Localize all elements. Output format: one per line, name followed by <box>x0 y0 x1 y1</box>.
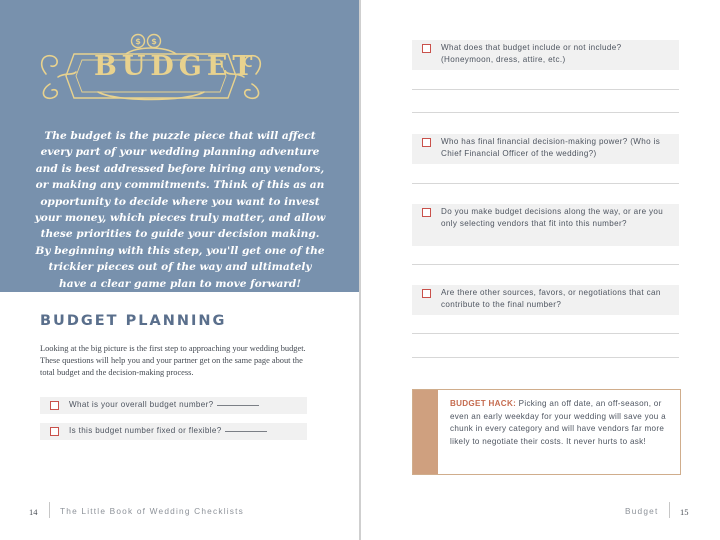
checklist-item-text: Who has final financial decision-making power? (Who is Chief Financial Officer of the wedding?) <box>441 137 661 159</box>
checklist-item-text: What does that budget include or not include? (Honeymoon, dress, attire, etc.) <box>441 43 622 65</box>
checklist-item <box>412 285 679 315</box>
chapter-title: Budget <box>625 506 659 516</box>
checklist-item <box>412 134 679 164</box>
svg-text:$: $ <box>151 37 157 46</box>
section-title: BUDGET PLANNING <box>40 313 227 329</box>
checklist-item <box>40 423 307 440</box>
book-title: The Little Book of Wedding Checklists <box>60 506 244 516</box>
answer-line[interactable] <box>412 264 679 265</box>
intro-paragraph: Looking at the big picture is the first step to approaching your wedding budget. These questions will help you and your partner get on the same page about the total budget and the decision-making process. <box>40 344 306 378</box>
answer-line[interactable] <box>412 333 679 334</box>
hero-panel <box>0 0 359 292</box>
footer-divider <box>669 502 670 518</box>
banner-title: BUDGET <box>94 51 258 82</box>
banner-coin-icons <box>130 33 164 49</box>
hack-text <box>450 398 675 448</box>
answer-blank[interactable] <box>225 431 267 432</box>
answer-line[interactable] <box>412 183 679 184</box>
hack-label: BUDGET HACK: <box>450 399 517 408</box>
dollar-coins-icon <box>130 33 164 49</box>
checkbox[interactable] <box>422 289 431 298</box>
hero-paragraph: The budget is the puzzle piece that will affect every part of your wedding planning adventure and is best addressed before hiring any vendors, or making any commitments. Think of this as an opportunity to decide where you want to invest your money, which pieces truly matter, and allow these priorities to guide your decision making. By beginning with this step, you'll get one of the trickier pieces out of the way and ultimately have a clear game plan to move forward! <box>34 130 326 290</box>
checklist-item-text: Are there other sources, favors, or negotiations that can contribute to the final number? <box>441 288 661 310</box>
footer-divider <box>49 502 50 518</box>
checklist-item <box>40 397 307 414</box>
hack-accent-bar <box>413 390 438 474</box>
answer-line[interactable] <box>412 89 679 90</box>
svg-text:$: $ <box>135 37 141 46</box>
checklist-item-text: Is this budget number fixed or flexible? <box>69 426 222 435</box>
page-number-left: 14 <box>29 507 38 517</box>
budget-hack-box <box>412 389 681 475</box>
hack-body: Picking an off date, an off-season, or even an early weekday for your wedding will save you a chunk in every category and will have vendors far more likely to negotiate their costs. It never hurts to ask! <box>450 399 666 446</box>
checkbox[interactable] <box>422 44 431 53</box>
answer-line[interactable] <box>412 112 679 113</box>
checkbox[interactable] <box>50 427 59 436</box>
checklist-item-text: Do you make budget decisions along the way, or are you only selecting vendors that fit into this number? <box>441 207 664 229</box>
checklist-item <box>412 40 679 70</box>
answer-line[interactable] <box>412 357 679 358</box>
answer-blank[interactable] <box>217 405 259 406</box>
checkbox[interactable] <box>422 208 431 217</box>
checklist-item-text: What is your overall budget number? <box>69 400 214 409</box>
checkbox[interactable] <box>50 401 59 410</box>
checklist-item <box>412 204 679 246</box>
checkbox[interactable] <box>422 138 431 147</box>
page-number-right: 15 <box>680 507 689 517</box>
